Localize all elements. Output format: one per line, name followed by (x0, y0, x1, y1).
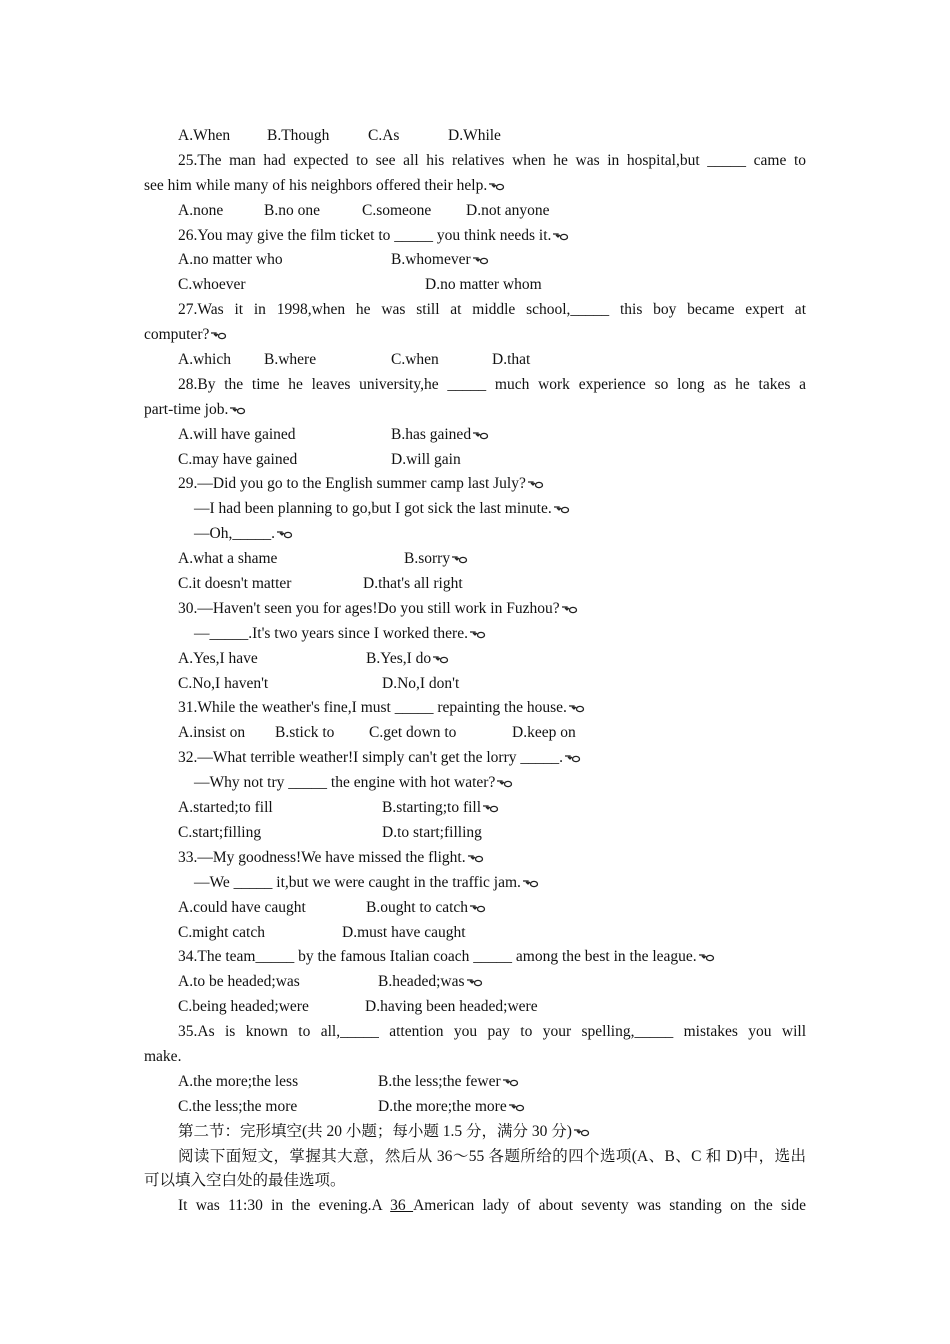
option: A.When (178, 127, 231, 144)
q29-dialogue-2 (144, 497, 806, 522)
return-arrow-icon (467, 853, 484, 863)
q29-stem (144, 472, 806, 497)
stem-text: part-time job. (144, 400, 229, 418)
option: A.which (178, 351, 231, 369)
option: A.could have caught (178, 898, 306, 916)
q35-stem-cont: make. (144, 1047, 182, 1065)
option: D.having been headed;were (365, 998, 538, 1016)
stem-text: 34.The team_____ by the famous Italian coach _____ among the best in the league. (178, 948, 697, 966)
option: A.insist on (178, 724, 246, 742)
option: B.Though (267, 127, 330, 144)
return-arrow-icon (469, 903, 486, 913)
option: A.started;to fill (178, 799, 273, 817)
option-text: B.headed;was (378, 973, 465, 991)
q35-options-ab (144, 1070, 806, 1095)
option: A.no matter who (178, 251, 283, 269)
return-arrow-icon (527, 479, 544, 489)
option: A.none (178, 201, 224, 219)
return-arrow-icon (561, 604, 578, 614)
q26-stem (144, 224, 806, 249)
q24-options (144, 124, 806, 149)
q34-options-ab (144, 970, 806, 995)
option-text: B.sorry (404, 550, 451, 568)
option (382, 796, 499, 821)
q30-stem (144, 597, 806, 622)
q32-options-cd (144, 821, 806, 846)
option-text: B.has gained (391, 425, 472, 443)
option: D.to start;filling (382, 823, 482, 841)
q32-options-ab (144, 796, 806, 821)
return-arrow-icon (568, 703, 585, 713)
option: C.may have gained (178, 450, 298, 468)
return-arrow-icon (564, 753, 581, 763)
option: D.not anyone (466, 201, 550, 219)
passage-text: It was 11:30 in the evening.A (178, 1197, 391, 1215)
option: D.No,I don't (382, 674, 460, 692)
q32-stem (144, 746, 806, 771)
option-text: B.whomever (391, 251, 471, 269)
stem-text: computer? (144, 326, 210, 344)
option: C.someone (362, 201, 432, 219)
return-arrow-icon (553, 504, 570, 514)
q25-stem-cont (144, 174, 806, 199)
option: D.keep on (512, 724, 576, 742)
return-arrow-icon (229, 405, 246, 415)
q27-stem-cont (144, 323, 806, 348)
q33-dialogue-2 (144, 871, 806, 896)
return-arrow-icon (482, 803, 499, 813)
blank-36: 36 (390, 1197, 414, 1215)
section-instruction-cont: 可以填入空白处的最佳选项。 (144, 1172, 346, 1190)
option: B.no one (264, 201, 320, 219)
q30-options-cd (144, 672, 806, 697)
option: A.the more;the less (178, 1072, 299, 1090)
q29-options-cd (144, 572, 806, 597)
option: D.no matter whom (425, 276, 542, 294)
stem-text: 33.—My goodness!We have missed the flight. (178, 848, 466, 866)
return-arrow-icon (451, 554, 468, 564)
stem-text: 30.—Haven't seen you for ages!Do you still work in Fuzhou? (178, 599, 560, 617)
q28-stem-cont (144, 398, 806, 423)
stem-text: see him while many of his neighbors offered their help. (144, 176, 488, 194)
return-arrow-icon (508, 1102, 525, 1112)
q26-options-ab (144, 248, 806, 273)
option (378, 1095, 525, 1120)
return-arrow-icon (552, 231, 569, 241)
return-arrow-icon (276, 529, 293, 539)
option-text: B.the less;the fewer (378, 1072, 501, 1090)
option: D.While (448, 127, 501, 144)
option: A.Yes,I have (178, 649, 258, 667)
option (366, 896, 486, 921)
q26-options-cd (144, 273, 806, 298)
option: C.start;filling (178, 823, 262, 841)
option: C.being headed;were (178, 998, 309, 1016)
option-text: B.ought to catch (366, 898, 469, 916)
option: B.where (264, 351, 317, 369)
stem-text: 32.—What terrible weather!I simply can't get the lorry _____. (178, 749, 564, 767)
q32-dialogue-2 (144, 771, 806, 796)
option: C.get down to (369, 724, 457, 742)
option-text: B.starting;to fill (382, 799, 482, 817)
return-arrow-icon (488, 181, 505, 191)
section-heading (144, 1120, 806, 1145)
stem-text: —I had been planning to go,but I got sick the last minute. (194, 500, 552, 518)
option: A.will have gained (178, 425, 296, 443)
q33-stem (144, 846, 806, 871)
q31-options (144, 721, 806, 746)
q33-options-cd (144, 921, 806, 946)
q30-dialogue-2 (144, 622, 806, 647)
option: C.might catch (178, 923, 265, 941)
stem-text: —We _____ it,but we were caught in the traffic jam. (194, 873, 521, 891)
return-arrow-icon (210, 330, 227, 340)
return-arrow-icon (469, 629, 486, 639)
stem-text: —Oh,_____. (194, 525, 275, 543)
q29-options-ab (144, 547, 806, 572)
q29-dialogue-3 (144, 522, 806, 547)
return-arrow-icon (522, 878, 539, 888)
option (378, 970, 483, 995)
return-arrow-icon (466, 977, 483, 987)
option: A.what a shame (178, 550, 278, 568)
q27-stem: 27.Was it in 1998,when he was still at middle school,_____ this boy became expert at (178, 301, 806, 319)
option (366, 647, 449, 672)
stem-text: —_____.It's two years since I worked there. (194, 624, 468, 642)
q25-options (144, 199, 806, 224)
passage-first-line (144, 1194, 806, 1219)
return-arrow-icon (698, 952, 715, 962)
stem-text: 31.While the weather's fine,I must _____ repainting the house. (178, 699, 567, 717)
passage-text: American lady of about seventy was standing on the side (413, 1197, 806, 1215)
q27-options (144, 348, 806, 373)
return-arrow-icon (502, 1077, 519, 1087)
option: D.will gain (391, 450, 461, 468)
return-arrow-icon (472, 255, 489, 265)
q33-options-ab (144, 896, 806, 921)
q30-options-ab (144, 647, 806, 672)
option: C.the less;the more (178, 1097, 298, 1115)
stem-text: 29.—Did you go to the English summer camp last July? (178, 475, 526, 493)
document-content (144, 124, 806, 1219)
option: C.whoever (178, 276, 246, 294)
return-arrow-icon (432, 654, 449, 664)
option (378, 1070, 519, 1095)
option: D.must have caught (342, 923, 466, 941)
option: C.As (368, 127, 400, 144)
option: C.it doesn't matter (178, 575, 292, 593)
option: A.to be headed;was (178, 973, 300, 991)
q25-stem: 25.The man had expected to see all his relatives when he was in hospital,but _____ came to (178, 151, 806, 169)
option (404, 547, 468, 572)
q28-stem: 28.By the time he leaves university,he _____ much work experience so long as he takes a (178, 375, 806, 393)
stem-text: —Why not try _____ the engine with hot water? (194, 774, 496, 792)
q31-stem (144, 696, 806, 721)
q28-options-cd (144, 448, 806, 473)
option: B.stick to (275, 724, 335, 742)
option: D.that's all right (363, 575, 463, 593)
option: D.that (492, 351, 531, 369)
section-instruction: 阅读下面短文，掌握其大意，然后从 36～55 各题所给的四个选项(A、B、C 和 D)中，选出 (178, 1147, 806, 1165)
return-arrow-icon (573, 1127, 590, 1137)
option-text: D.the more;the more (378, 1097, 507, 1115)
option-text: B.Yes,I do (366, 649, 432, 667)
option: C.No,I haven't (178, 674, 269, 692)
q28-options-ab (144, 423, 806, 448)
q34-stem (144, 945, 806, 970)
heading-text: 第二节：完形填空(共 20 小题；每小题 1.5 分，满分 30 分) (178, 1122, 572, 1140)
q35-options-cd (144, 1095, 806, 1120)
q34-options-cd (144, 995, 806, 1020)
option (391, 248, 489, 273)
q35-stem: 35.As is known to all,_____ attention you pay to your spelling,_____ mistakes you will (178, 1023, 806, 1041)
option (391, 423, 489, 448)
return-arrow-icon (496, 778, 513, 788)
return-arrow-icon (472, 430, 489, 440)
stem-text: 26.You may give the film ticket to _____ you think needs it. (178, 226, 552, 244)
option: C.when (391, 351, 439, 369)
